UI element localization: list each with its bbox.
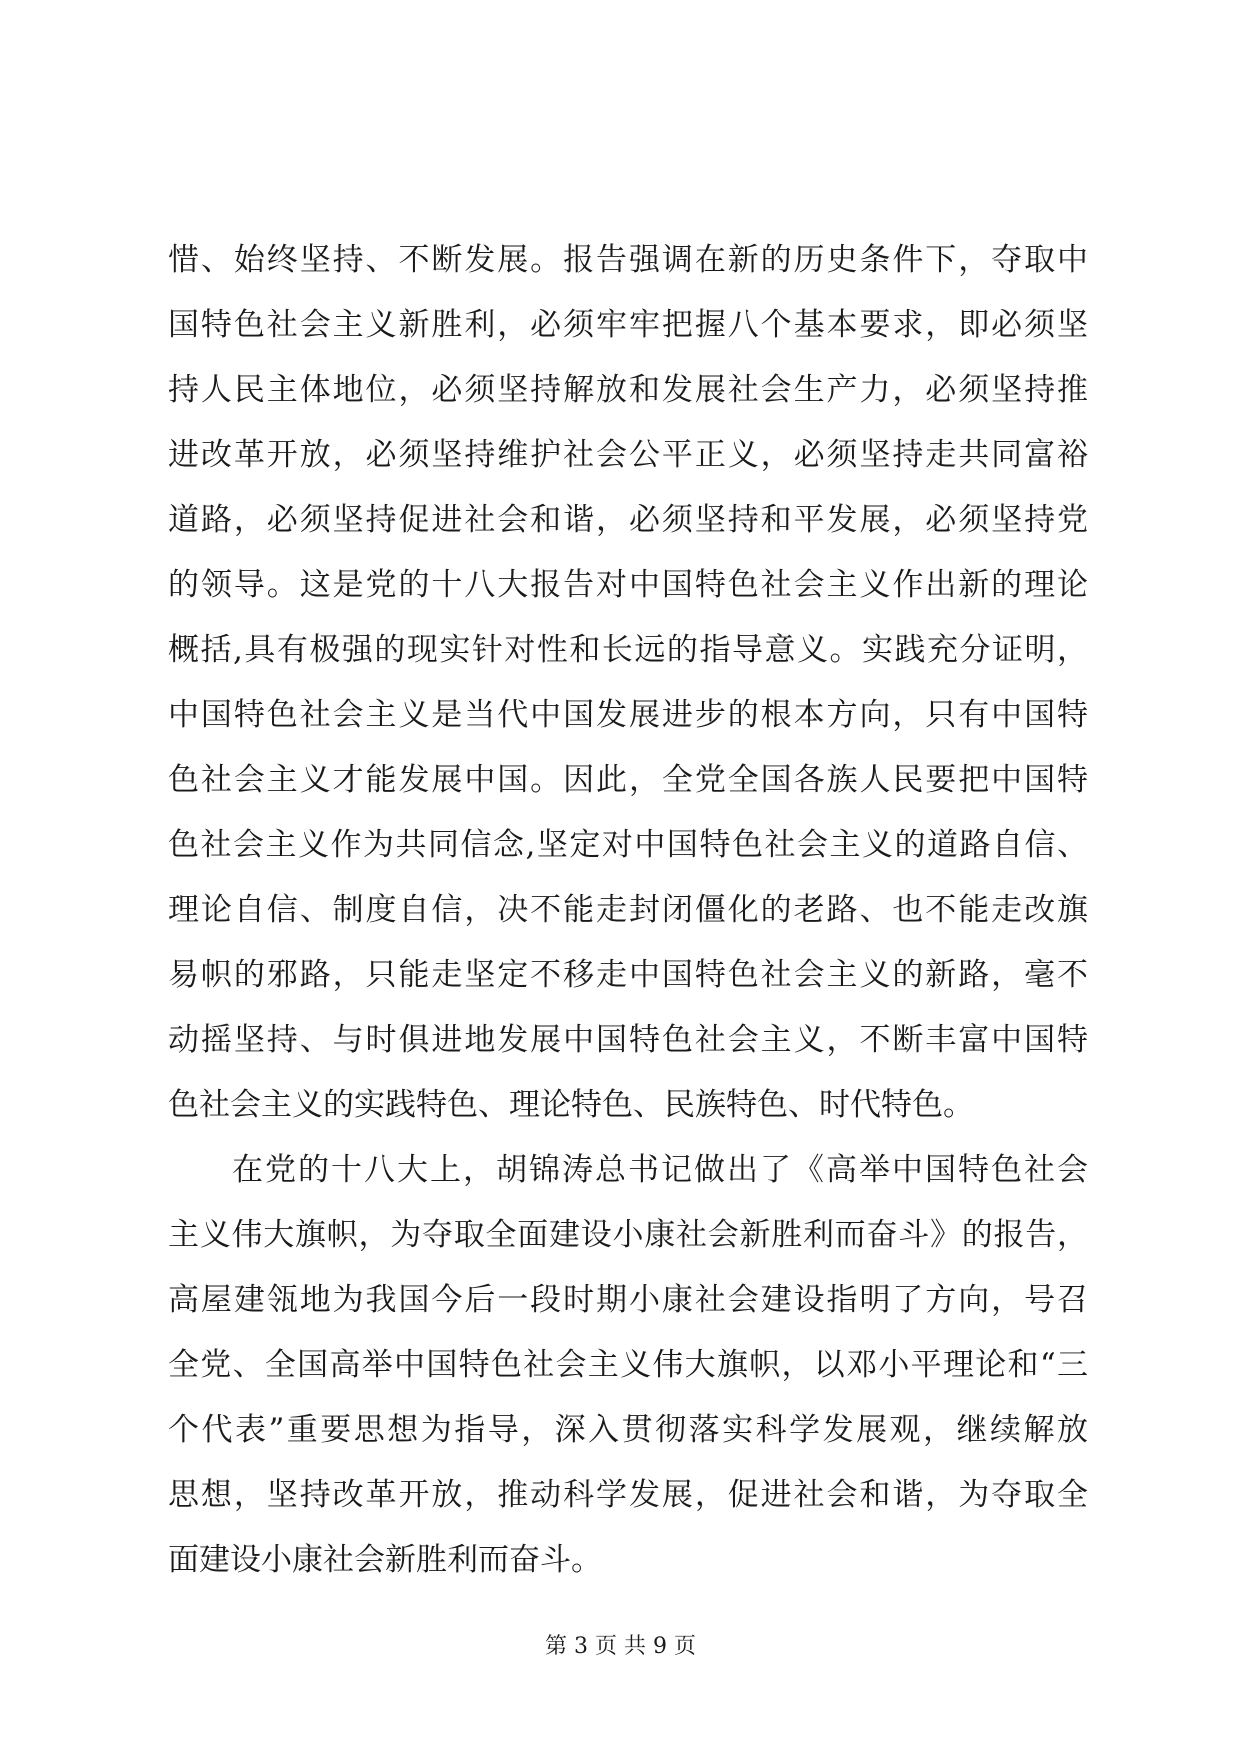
text-line: 面建设小康社会新胜利而奋斗。 [168,1542,602,1578]
text-line: 国特色社会主义新胜利，必须牢牢把握八个基本要求，即必须坚 [168,307,1088,343]
text-line: 色社会主义作为共同信念,坚定对中国特色社会主义的道路自信、 [168,827,1088,863]
text-line: 在党的十八大上，胡锦涛总书记做出了《高举中国特色社会 [232,1152,1088,1188]
text-line: 的领导。这是党的十八大报告对中国特色社会主义作出新的理论 [168,567,1088,603]
text-line: 思想，坚持改革开放，推动科学发展，促进社会和谐，为夺取全 [168,1477,1088,1513]
text-line: 色社会主义的实践特色、理论特色、民族特色、时代特色。 [168,1087,974,1123]
body-text [168,228,1088,1593]
text-line: 惜、始终坚持、不断发展。报告强调在新的历史条件下，夺取中 [168,242,1088,278]
text-line: 中国特色社会主义是当代中国发展进步的根本方向，只有中国特 [168,697,1088,733]
paragraph-1 [168,228,1088,1138]
text-line: 进改革开放，必须坚持维护社会公平正义，必须坚持走共同富裕 [168,437,1088,473]
text-line: 色社会主义才能发展中国。因此，全党全国各族人民要把中国特 [168,762,1088,798]
text-line: 持人民主体地位，必须坚持解放和发展社会生产力，必须坚持推 [168,372,1088,408]
page-number-footer: 第 3 页 共 9 页 [545,1634,696,1659]
text-line: 理论自信、制度自信，决不能走封闭僵化的老路、也不能走改旗 [168,892,1088,928]
paragraph-2 [168,1138,1088,1593]
text-line: 易帜的邪路，只能走坚定不移走中国特色社会主义的新路，毫不 [168,957,1088,993]
text-line: 个代表”重要思想为指导，深入贯彻落实科学发展观，继续解放 [168,1412,1088,1448]
text-line: 高屋建瓴地为我国今后一段时期小康社会建设指明了方向，号召 [168,1282,1088,1318]
text-line: 道路，必须坚持促进社会和谐，必须坚持和平发展，必须坚持党 [168,502,1088,538]
text-line: 主义伟大旗帜，为夺取全面建设小康社会新胜利而奋斗》的报告， [168,1217,1088,1253]
text-line: 概括,具有极强的现实针对性和长远的指导意义。实践充分证明， [168,632,1088,668]
text-line: 全党、全国高举中国特色社会主义伟大旗帜，以邓小平理论和“三 [168,1347,1088,1383]
text-line: 动摇坚持、与时俱进地发展中国特色社会主义，不断丰富中国特 [168,1022,1088,1058]
